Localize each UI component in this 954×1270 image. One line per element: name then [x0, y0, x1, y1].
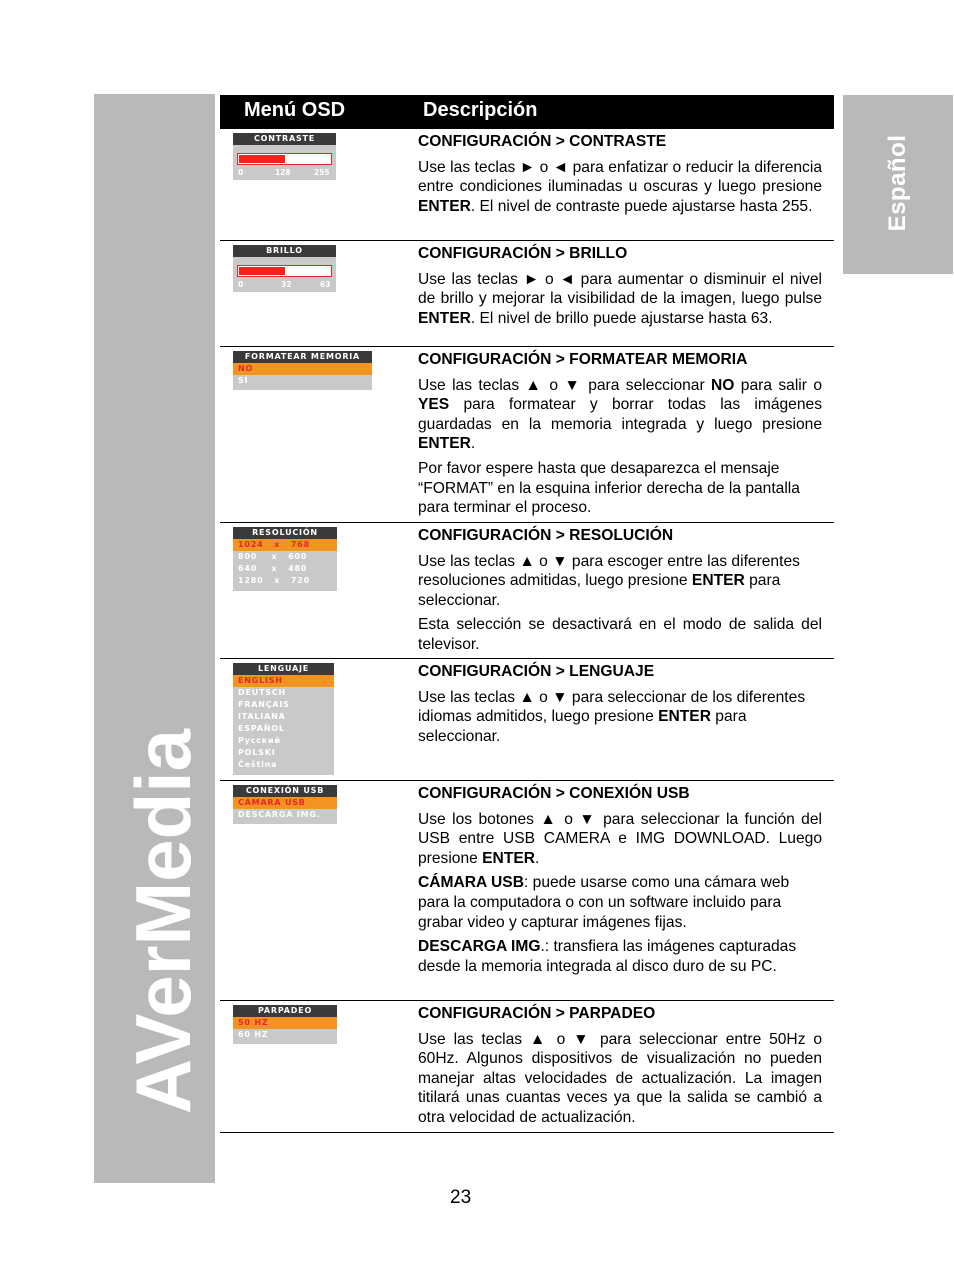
row-format-memory — [220, 347, 834, 523]
osd-flicker — [233, 1005, 337, 1044]
osd-option-selected: NO — [233, 363, 372, 375]
osd-brightness — [233, 245, 336, 292]
osd-option: ESPAÑOL — [238, 724, 285, 733]
osd-option: POLSKI — [238, 748, 276, 757]
page-number: 23 — [450, 1187, 472, 1208]
paragraph: Use las teclas ▲ o ▼ para escoger entre las diferentes resoluciones admitidas, luego presione ENTER para seleccionar. — [418, 552, 800, 609]
paragraph: Use las teclas ► o ◄ para aumentar o disminuir el nivel de brillo y mejorar la visibilidad de la imagen, luego pulse ENTER. El nivel de brillo puede ajustarse hasta 63. — [418, 270, 822, 327]
osd-format-memory — [233, 351, 372, 390]
osd-option: ITALIANA — [238, 712, 286, 721]
row-language — [220, 659, 834, 781]
scale-min: 0 — [238, 280, 244, 289]
language-tab-label: Español — [884, 134, 911, 232]
paragraph: Use las teclas ▲ o ▼ para seleccionar entre 50Hz o 60Hz. Algunos dispositivos de visualización no pueden manejar altas velocidades de actualización. La imagen titilará unas cuantas veces ya que la salida se cambió a otra velocidad de actualización. — [418, 1030, 822, 1126]
osd-contrast — [233, 133, 336, 180]
osd-option: DEUTSCH — [238, 688, 286, 697]
scale-min: 0 — [238, 168, 244, 177]
contrast-description — [418, 129, 822, 221]
language-description — [418, 659, 822, 751]
header-osd-menu: Menú OSD — [244, 99, 346, 121]
paragraph: Por favor espere hasta que desaparezca el mensaje “FORMAT” en la esquina inferior derecha de la pantalla para terminar el proceso. — [418, 459, 800, 517]
contrast-bar — [237, 153, 332, 165]
flicker-description — [418, 1001, 822, 1133]
section-title: CONFIGURACIÓN > CONEXIÓN USB — [418, 785, 690, 802]
paragraph: Use las teclas ▲ o ▼ para seleccionar de los diferentes idiomas admitidos, luego presione ENTER para seleccionar. — [418, 688, 806, 745]
paragraph: Esta selección se desactivará en el modo de salida del televisor. — [418, 616, 822, 653]
osd-option: DESCARGA IMG. — [238, 810, 321, 819]
section-title: CONFIGURACIÓN > FORMATEAR MEMORIA — [418, 351, 748, 368]
osd-option: SÍ — [238, 376, 249, 385]
row-flicker — [220, 1001, 834, 1133]
section-title: CONFIGURACIÓN > PARPADEO — [418, 1005, 656, 1022]
osd-language — [233, 663, 334, 775]
brand-logo-text: AVerMedia — [119, 720, 207, 1114]
osd-option: Čeština — [238, 760, 278, 769]
scale-mid: 128 — [275, 168, 291, 177]
brightness-description — [418, 241, 822, 333]
scale-max: 255 — [314, 168, 330, 177]
osd-option: 640 x 480 — [238, 564, 308, 573]
osd-option: 1280 x 720 — [238, 576, 311, 585]
row-contrast — [220, 129, 834, 241]
row-brightness — [220, 241, 834, 347]
section-title: CONFIGURACIÓN > LENGUAJE — [418, 663, 655, 680]
osd-option: Русский — [238, 736, 281, 745]
osd-title: CONEXIÓN USB — [233, 785, 337, 797]
osd-option-selected: 50 HZ — [233, 1017, 337, 1029]
osd-title: PARPADEO — [233, 1005, 337, 1017]
osd-resolution — [233, 527, 337, 591]
paragraph: CÁMARA USB: puede usarse como una cámara web para la computadora o con un software incluido para grabar video y capturar imágenes fijas. — [418, 874, 790, 931]
osd-option-selected: 1024 x 768 — [233, 539, 337, 551]
format-memory-description — [418, 347, 822, 523]
scale-mid: 32 — [281, 280, 292, 289]
section-title: CONFIGURACIÓN > RESOLUCIÓN — [418, 527, 674, 544]
row-usb-connection — [220, 781, 834, 1001]
contrast-bar-fill — [239, 155, 285, 163]
paragraph: Use las teclas ► o ◄ para enfatizar o reducir la diferencia entre condiciones iluminadas u oscuras y luego presione ENTER. El nivel de contraste puede ajustarse hasta 255. — [418, 158, 822, 215]
paragraph: Use las teclas ▲ o ▼ para seleccionar NO para salir o YES para formatear y borrar todas las imágenes guardadas en la memoria integrada y luego presione ENTER. — [418, 376, 822, 453]
row-resolution — [220, 523, 834, 659]
brand-logo — [94, 94, 215, 1183]
osd-option: 800 x 600 — [238, 552, 308, 561]
osd-title: CONTRASTE — [233, 133, 336, 145]
paragraph: Use los botones ▲ o ▼ para seleccionar la función del USB entre USB CAMERA e IMG DOWNLOAD. Luego presione ENTER. — [418, 810, 822, 867]
resolution-description — [418, 523, 822, 660]
section-title: CONFIGURACIÓN > BRILLO — [418, 245, 628, 262]
section-title: CONFIGURACIÓN > CONTRASTE — [418, 133, 667, 150]
scale-max: 63 — [320, 280, 331, 289]
osd-title: BRILLO — [233, 245, 336, 257]
brightness-bar-fill — [239, 267, 285, 275]
osd-option-selected: ENGLISH — [233, 675, 334, 687]
osd-title: LENGUAJE — [233, 663, 334, 675]
osd-usb-connection — [233, 785, 337, 824]
usb-connection-description — [418, 781, 822, 981]
header-description: Descripción — [423, 99, 538, 121]
osd-option: 60 HZ — [238, 1030, 269, 1039]
osd-option-selected: CÁMARA USB — [233, 797, 337, 809]
paragraph: DESCARGA IMG.: transfiera las imágenes capturadas desde la memoria integrada al disco duro de su PC. — [418, 938, 797, 975]
osd-title: RESOLUCIÓN — [233, 527, 337, 539]
osd-title: FORMATEAR MEMORIA — [233, 351, 372, 363]
brightness-bar — [237, 265, 332, 277]
osd-option: FRANÇAIS — [238, 700, 290, 709]
table-header — [220, 95, 834, 129]
